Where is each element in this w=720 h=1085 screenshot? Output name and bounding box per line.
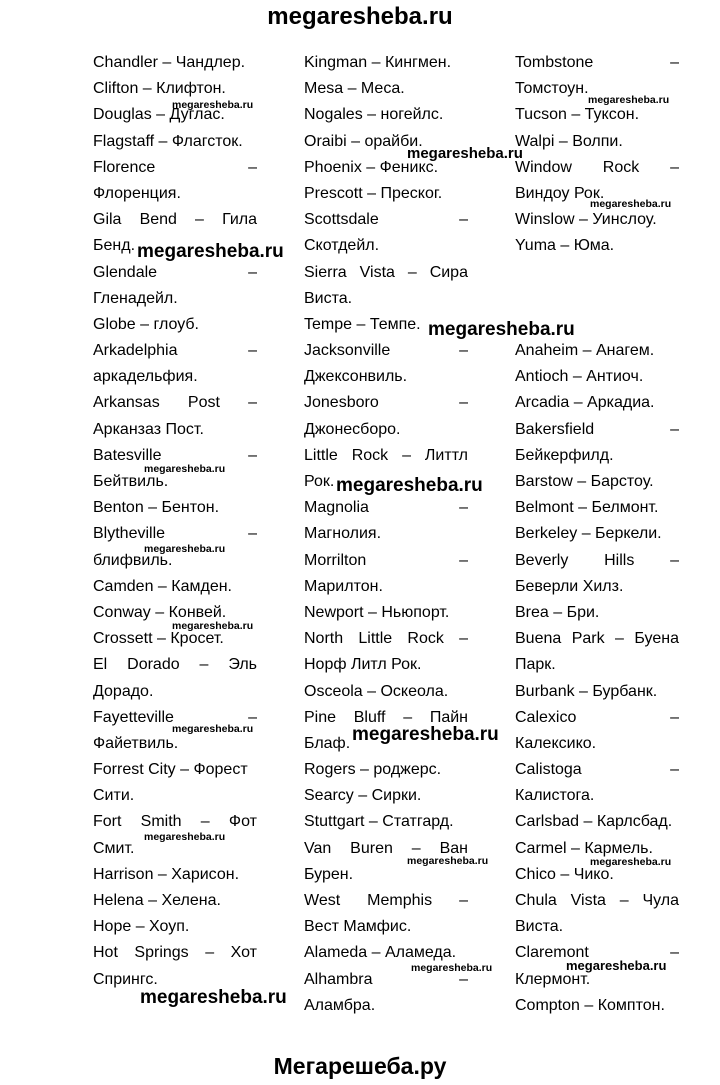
line-word: – (199, 656, 209, 674)
text-line (304, 888, 468, 914)
line-word: Rock (407, 630, 444, 648)
text-line (304, 521, 468, 547)
text-line (93, 679, 257, 705)
watermark: megaresheba.ru (407, 855, 489, 867)
line-word: Phoenix – Феникс. (304, 158, 439, 176)
text-line (304, 574, 468, 600)
line-word: Gila (93, 211, 122, 229)
line-word: Rock (602, 158, 640, 176)
line-word: Vista (570, 892, 606, 909)
line-word: Tempe – Темпе. (304, 315, 421, 333)
line-word: – (459, 211, 468, 229)
text-line (515, 600, 679, 626)
text-line (304, 233, 468, 259)
line-word: Burbank – Бурбанк. (515, 682, 658, 700)
text-line (304, 260, 468, 286)
line-word: Гила (222, 211, 257, 229)
line-word: Спрингс. (93, 970, 158, 988)
column-2 (304, 50, 468, 1019)
line-word: Бейтвиль. (93, 473, 169, 490)
line-word: Kingman – Кингмен. (304, 54, 452, 71)
line-word: Fort (93, 813, 122, 831)
line-word: аркадельфия. (93, 368, 198, 386)
line-word: Файетвиль. (93, 734, 179, 752)
line-word: Fayetteville (93, 708, 174, 726)
line-word: Post (187, 394, 220, 412)
line-word: Beverly (515, 551, 569, 569)
line-word: – (619, 892, 629, 909)
watermark: megaresheba.ru (336, 475, 483, 496)
line-word: Calistoga (515, 761, 582, 779)
line-word: Carmel – Кармель. (515, 839, 653, 857)
watermark: megaresheba.ru (588, 94, 670, 106)
line-word: – (459, 551, 468, 569)
text-line (515, 102, 679, 128)
watermark: megaresheba.ru (172, 99, 254, 111)
text-line (304, 783, 468, 809)
line-word: Магнолия. (304, 525, 382, 543)
line-word: – (670, 420, 679, 438)
line-word: – (459, 342, 468, 360)
text-line (515, 417, 679, 443)
line-word: Чула (642, 892, 679, 909)
text-line (93, 338, 257, 364)
line-word: Rock (351, 446, 389, 464)
column-3 (515, 50, 679, 1019)
line-word: – (402, 446, 411, 464)
line-word: Clifton – Клифтон. (93, 80, 226, 98)
line-word: – (200, 813, 210, 831)
line-word: – (459, 970, 468, 988)
line-word: Memphis (367, 892, 433, 909)
line-word: Scottsdale (304, 211, 379, 229)
line-word: North (304, 630, 344, 648)
line-word: Калистога. (515, 787, 595, 805)
line-word: Little (304, 446, 338, 464)
line-word: Alameda – Аламеда. (304, 944, 457, 962)
line-word: Jonesboro (304, 394, 379, 412)
line-word: Chula (515, 892, 557, 909)
line-word: El (93, 656, 108, 674)
line-word: – (670, 761, 679, 779)
line-word: Buren (350, 839, 393, 857)
watermark: megaresheba.ru (144, 543, 226, 555)
line-word: Томстоун. (515, 80, 589, 98)
line-word: – (248, 394, 257, 412)
line-word: Forrest City – Форест (93, 761, 248, 779)
line-word: Бейкерфилд. (515, 446, 614, 464)
line-word: – (670, 54, 679, 71)
column-1 (93, 50, 257, 993)
text-line (304, 364, 468, 390)
line-word: Блаф. (304, 734, 351, 752)
text-line (304, 809, 468, 835)
line-word: Winslow – Уинслоу. (515, 211, 657, 229)
line-word: блифвиль. (93, 551, 173, 569)
line-word: Benton – Бентон. (93, 499, 220, 517)
line-word: Пайн (429, 708, 468, 726)
line-word: Florence (93, 158, 156, 176)
text-line (93, 862, 257, 888)
watermark: megaresheba.ru (428, 319, 575, 340)
text-line (93, 888, 257, 914)
text-line (515, 129, 679, 155)
line-word: – (459, 892, 468, 909)
line-word: Вест Мамфис. (304, 918, 412, 936)
text-line (93, 914, 257, 940)
text-line (93, 364, 257, 390)
line-word: Калексико. (515, 734, 597, 752)
text-line (515, 260, 679, 286)
text-line (93, 260, 257, 286)
line-word: Newport – Ньюпорт. (304, 603, 450, 621)
line-word: Марилтон. (304, 577, 383, 595)
line-word: Chandler – Чандлер. (93, 54, 246, 71)
site-title: megaresheba.ru (267, 3, 453, 30)
line-word: Pine (304, 708, 337, 726)
text-line (515, 521, 679, 547)
line-word: Conway – Конвей. (93, 603, 227, 621)
line-word: Springs (134, 944, 189, 962)
footer-title: Мегарешеба.ру (273, 1053, 447, 1079)
line-word: Nogales – ногейлс. (304, 106, 444, 124)
line-word: Smith (140, 813, 182, 831)
line-word: Bakersfield (515, 420, 595, 438)
line-word: Douglas – Дуглас. (93, 106, 225, 124)
line-word: Флоренция. (93, 184, 181, 202)
line-word: Rogers – роджерс. (304, 761, 442, 779)
line-word: – (670, 158, 679, 176)
line-word: – (248, 708, 257, 726)
watermark: megaresheba.ru (407, 145, 523, 162)
text-line (93, 940, 257, 966)
text-line (304, 338, 468, 364)
line-word: – (248, 263, 257, 281)
text-line (93, 207, 257, 233)
line-word: Vista (359, 263, 395, 281)
watermark: megaresheba.ru (172, 723, 254, 735)
text-line (93, 155, 257, 181)
line-word: Arcadia – Аркадиа. (515, 394, 655, 412)
line-word: Morrilton (304, 551, 367, 569)
text-line (304, 286, 468, 312)
text-line (304, 679, 468, 705)
line-word: Walpi – Волпи. (515, 132, 623, 150)
line-word: Calexico (515, 708, 577, 726)
line-word: Window (515, 158, 572, 176)
line-word: Tucson – Туксон. (515, 106, 640, 124)
text-line (93, 783, 257, 809)
text-line (304, 626, 468, 652)
text-line (304, 102, 468, 128)
watermark: megaresheba.ru (590, 856, 672, 868)
line-word: Смит. (93, 839, 135, 857)
line-word: – (403, 708, 413, 726)
line-word: Harrison – Харисон. (93, 865, 240, 883)
line-word: Виндоу Рок. (515, 184, 605, 202)
line-word: Oraibi – орайби. (304, 132, 423, 150)
text-line (304, 993, 468, 1019)
line-word: Бенд. (93, 237, 136, 255)
line-word: Bluff (353, 708, 386, 726)
text-line (304, 181, 468, 207)
line-word: Беверли Хилз. (515, 577, 624, 595)
text-line (515, 548, 679, 574)
text-line (93, 495, 257, 521)
line-word: Glendale (93, 263, 158, 281)
line-word: Flagstaff – Флагсток. (93, 132, 243, 150)
line-word: Парк. (515, 656, 556, 674)
line-word: Arkadelphia (93, 342, 178, 360)
watermark: megaresheba.ru (140, 987, 287, 1008)
text-line (93, 50, 257, 76)
line-word: – (670, 551, 679, 569)
line-word: – (670, 944, 679, 962)
line-word: Hope – Хоуп. (93, 918, 190, 936)
line-word: – (205, 944, 215, 962)
line-word: Sierra (304, 263, 347, 281)
line-word: Carlsbad – Карлсбад. (515, 813, 673, 831)
text-line (515, 679, 679, 705)
text-line (515, 731, 679, 757)
line-word: – (248, 342, 257, 360)
text-line (515, 207, 679, 233)
text-line (515, 783, 679, 809)
line-word: Jacksonville (304, 342, 391, 360)
text-line (515, 888, 679, 914)
line-word: Сити. (93, 787, 135, 805)
line-word: Hot (93, 944, 118, 962)
line-word: Yuma – Юма. (515, 237, 615, 255)
line-word: Prescott – Преског. (304, 184, 443, 202)
line-word: Сира (429, 263, 468, 281)
line-word: West (304, 892, 341, 909)
line-word: – (615, 630, 624, 648)
text-line (93, 574, 257, 600)
line-word: Bend (139, 211, 177, 229)
text-line (304, 548, 468, 574)
text-line (93, 181, 257, 207)
line-word: Buena (515, 630, 562, 648)
text-line (304, 443, 468, 469)
line-word: Globe – глоуб. (93, 315, 199, 333)
line-word: Batesville (93, 446, 162, 464)
line-word: Claremont (515, 944, 589, 962)
line-word: Park (571, 630, 605, 648)
text-line (93, 417, 257, 443)
line-word: Норф Литл Рок. (304, 656, 422, 674)
line-word: Джонесборо. (304, 420, 401, 438)
text-line (515, 914, 679, 940)
line-word: Фот (228, 813, 257, 831)
text-line (515, 757, 679, 783)
text-line (515, 809, 679, 835)
line-word: Dorado (127, 656, 180, 674)
line-word: – (411, 839, 421, 857)
line-word: Джексонвиль. (304, 368, 408, 386)
line-word: Van (304, 839, 332, 857)
text-line (304, 757, 468, 783)
text-line (93, 757, 257, 783)
line-word: Blytheville (93, 525, 166, 543)
watermark: megaresheba.ru (411, 962, 493, 974)
line-word: Аламбра. (304, 996, 376, 1014)
line-word: Anaheim – Анагем. (515, 342, 655, 360)
line-word: Compton – Комптон. (515, 996, 665, 1014)
line-word: Хот (230, 944, 257, 962)
line-word: Ван (439, 839, 468, 857)
line-word: Виста. (515, 918, 564, 936)
text-line (515, 443, 679, 469)
line-word: Arkansas (93, 394, 160, 412)
text-line (515, 338, 679, 364)
text-line (93, 390, 257, 416)
line-word: – (248, 446, 257, 464)
text-line (515, 469, 679, 495)
text-line (515, 364, 679, 390)
text-line (515, 652, 679, 678)
line-word: Гленадейл. (93, 289, 178, 307)
line-word: Tombstone (515, 54, 594, 71)
text-line (304, 76, 468, 102)
text-line (515, 626, 679, 652)
line-word: Brea – Бри. (515, 603, 600, 621)
line-word: Скотдейл. (304, 237, 380, 255)
watermark: megaresheba.ru (144, 831, 226, 843)
text-line (515, 50, 679, 76)
line-word: Osceola – Оскеола. (304, 682, 449, 700)
text-line (304, 390, 468, 416)
line-word: – (459, 630, 468, 648)
line-word: – (407, 263, 417, 281)
line-word: – (248, 158, 257, 176)
watermark: megaresheba.ru (144, 463, 226, 475)
line-word: – (248, 525, 257, 543)
text-line (304, 495, 468, 521)
text-line (304, 50, 468, 76)
text-line (304, 207, 468, 233)
text-line (515, 155, 679, 181)
line-word: Hills (604, 551, 635, 569)
line-word: Литтл (424, 446, 468, 464)
line-word: Belmont – Белмонт. (515, 499, 659, 517)
line-word: Арканзаз Пост. (93, 420, 204, 438)
line-word: Эль (228, 656, 257, 674)
watermark: megaresheba.ru (590, 198, 672, 210)
watermark: megaresheba.ru (352, 724, 499, 745)
line-word: Виста. (304, 289, 353, 307)
line-word: Camden – Камден. (93, 577, 232, 595)
line-word: – (195, 211, 204, 229)
line-word: Chico – Чико. (515, 865, 614, 883)
text-line (515, 233, 679, 259)
line-word: Searcy – Сирки. (304, 787, 422, 805)
line-word: Magnolia (304, 499, 369, 517)
text-line (304, 914, 468, 940)
text-line (515, 574, 679, 600)
text-line (304, 600, 468, 626)
line-word: – (459, 394, 468, 412)
line-word: Дорадо. (93, 682, 154, 700)
line-word: Буена (634, 630, 679, 648)
line-word: Клермонт. (515, 970, 591, 988)
text-line (515, 390, 679, 416)
text-line (304, 417, 468, 443)
text-line (93, 312, 257, 338)
text-line (304, 652, 468, 678)
line-word: Crossett – Кросет. (93, 630, 224, 648)
line-word: Antioch – Антиоч. (515, 368, 644, 386)
text-line (515, 705, 679, 731)
line-word: – (459, 499, 468, 517)
line-word: Stuttgart – Статгард. (304, 813, 454, 831)
line-word: Helena – Хелена. (93, 892, 221, 909)
line-word: Бурен. (304, 865, 354, 883)
text-line (515, 286, 679, 312)
text-line (93, 129, 257, 155)
line-word: Little (358, 630, 393, 648)
line-word: – (670, 708, 679, 726)
watermark: megaresheba.ru (137, 241, 284, 262)
watermark: megaresheba.ru (172, 620, 254, 632)
line-word: Mesa – Меса. (304, 80, 405, 98)
text-line (515, 495, 679, 521)
text-line (93, 652, 257, 678)
watermark: megaresheba.ru (566, 958, 667, 973)
line-word: Barstow – Барстоу. (515, 473, 654, 490)
line-word: Berkeley – Беркели. (515, 525, 662, 543)
text-line (93, 286, 257, 312)
text-line (515, 993, 679, 1019)
line-word: Рок. (304, 473, 335, 490)
line-word: Alhambra (304, 970, 373, 988)
